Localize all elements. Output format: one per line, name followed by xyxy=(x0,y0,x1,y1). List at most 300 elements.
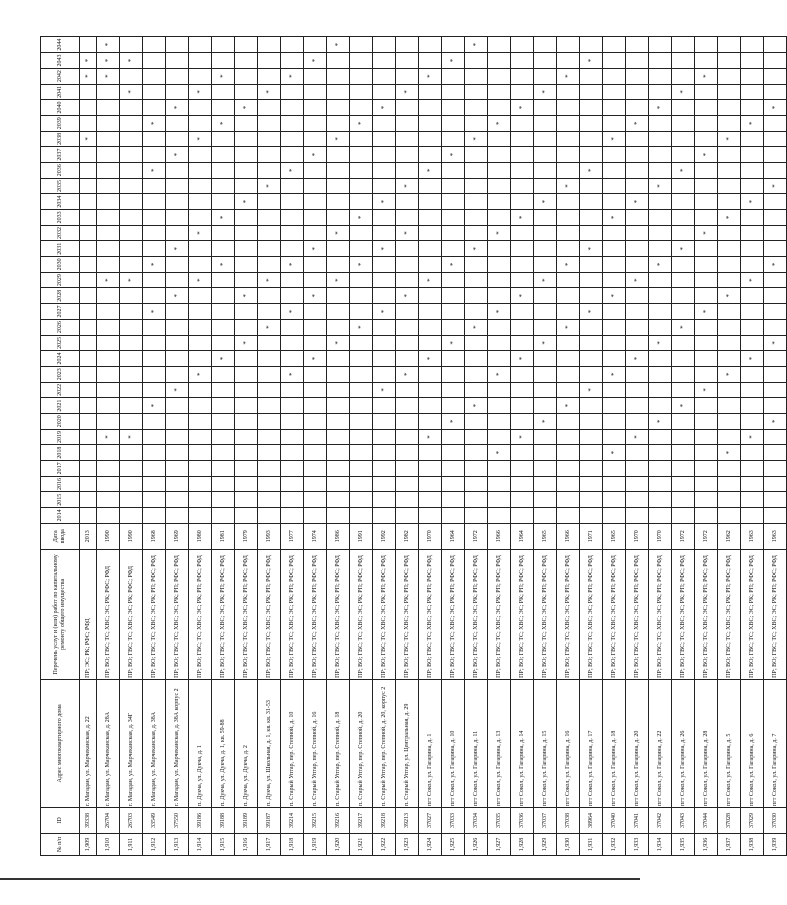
cell-empty xyxy=(741,147,764,163)
cell-mark: * xyxy=(626,429,649,445)
cell-empty xyxy=(649,461,672,477)
cell-empty xyxy=(718,194,741,210)
cell-mark: * xyxy=(718,366,741,382)
cell-empty xyxy=(97,225,120,241)
cell-empty xyxy=(212,84,235,100)
cell-empty xyxy=(534,366,557,382)
cell-empty xyxy=(373,492,396,508)
cell-empty xyxy=(580,272,603,288)
cell-empty xyxy=(488,272,511,288)
cell-empty xyxy=(534,445,557,461)
cell-mark: * xyxy=(442,147,465,163)
cell-empty xyxy=(80,115,97,131)
cell-empty xyxy=(327,68,350,84)
cell-empty xyxy=(741,53,764,69)
cell-year: 1971 xyxy=(580,523,603,549)
table-row xyxy=(235,37,258,856)
cell-empty xyxy=(718,272,741,288)
cell-empty xyxy=(166,413,189,429)
cell-empty xyxy=(764,304,787,320)
cell-empty xyxy=(580,335,603,351)
cell-id: 39213 xyxy=(396,807,419,833)
cell-empty xyxy=(626,131,649,147)
cell-empty xyxy=(212,162,235,178)
cell-works: ПР; ВО; ГВС; ТС; ХВС; ЭС; РК; РП; РФС; РФД xyxy=(488,549,511,679)
cell-mark: * xyxy=(235,194,258,210)
cell-empty xyxy=(189,257,212,273)
cell-empty xyxy=(442,351,465,367)
cell-mark: * xyxy=(649,100,672,116)
cell-mark: * xyxy=(212,115,235,131)
cell-empty xyxy=(166,429,189,445)
cell-empty xyxy=(166,445,189,461)
cell-empty xyxy=(373,53,396,69)
cell-mark: * xyxy=(718,131,741,147)
cell-mark: * xyxy=(741,194,764,210)
header-year-2044: 2044 xyxy=(41,37,80,53)
header-year-2022: 2022 xyxy=(41,382,80,398)
cell-empty xyxy=(327,508,350,524)
cell-id: 37042 xyxy=(649,807,672,833)
header-year-2025: 2025 xyxy=(41,335,80,351)
cell-empty xyxy=(465,335,488,351)
cell-empty xyxy=(764,210,787,226)
cell-empty xyxy=(465,84,488,100)
cell-empty xyxy=(120,445,143,461)
cell-empty xyxy=(350,476,373,492)
header-year-2028: 2028 xyxy=(41,288,80,304)
cell-empty xyxy=(695,429,718,445)
cell-empty xyxy=(80,508,97,524)
cell-empty xyxy=(350,413,373,429)
cell-works: ПР; ВО; ГВС; ТС; ХВС; ЭС; РК; РП; РФС; РФД xyxy=(511,549,534,679)
cell-empty xyxy=(258,194,281,210)
cell-num: 1,932 xyxy=(603,833,626,855)
cell-empty xyxy=(373,429,396,445)
cell-empty xyxy=(649,429,672,445)
cell-works: ПР; ВО; ГВС; ТС; ХВС; ЭС; РК; РП; РФС; РФД xyxy=(580,549,603,679)
cell-empty xyxy=(189,398,212,414)
cell-empty xyxy=(350,382,373,398)
cell-works: ПР; ВО; ГВС; ТС; ХВС; ЭС; РК; РП; РФС; РФД xyxy=(166,549,189,679)
cell-empty xyxy=(258,288,281,304)
cell-empty xyxy=(695,398,718,414)
cell-mark: * xyxy=(764,257,787,273)
cell-empty xyxy=(189,461,212,477)
cell-empty xyxy=(580,429,603,445)
cell-empty xyxy=(741,131,764,147)
cell-empty xyxy=(718,225,741,241)
cell-empty xyxy=(419,53,442,69)
cell-id: 39217 xyxy=(350,807,373,833)
cell-empty xyxy=(488,210,511,226)
cell-mark: * xyxy=(304,147,327,163)
cell-empty xyxy=(327,210,350,226)
cell-mark: * xyxy=(373,100,396,116)
cell-empty xyxy=(373,115,396,131)
cell-year: 1965 xyxy=(603,523,626,549)
cell-year: 1970 xyxy=(649,523,672,549)
cell-empty xyxy=(488,241,511,257)
cell-address: пгт Сокол, ул. Гагарина, д. 10 xyxy=(442,679,465,807)
cell-empty xyxy=(695,115,718,131)
cell-empty xyxy=(235,68,258,84)
cell-year: 1993 xyxy=(258,523,281,549)
cell-empty xyxy=(189,241,212,257)
cell-empty xyxy=(235,398,258,414)
cell-address: пгт Сокол, ул. Гагарина, д. 1 xyxy=(419,679,442,807)
cell-empty xyxy=(189,210,212,226)
cell-empty xyxy=(281,210,304,226)
cell-mark: * xyxy=(258,84,281,100)
cell-empty xyxy=(258,461,281,477)
cell-num: 1,925 xyxy=(442,833,465,855)
cell-empty xyxy=(120,225,143,241)
cell-empty xyxy=(695,492,718,508)
cell-empty xyxy=(396,257,419,273)
cell-empty xyxy=(97,194,120,210)
cell-empty xyxy=(718,319,741,335)
cell-empty xyxy=(189,351,212,367)
cell-empty xyxy=(304,382,327,398)
cell-id: 39188 xyxy=(212,807,235,833)
cell-empty xyxy=(442,241,465,257)
cell-empty xyxy=(304,131,327,147)
cell-empty xyxy=(350,131,373,147)
cell-empty xyxy=(534,476,557,492)
cell-empty xyxy=(580,68,603,84)
cell-empty xyxy=(350,304,373,320)
cell-empty xyxy=(281,445,304,461)
cell-empty xyxy=(327,194,350,210)
cell-empty xyxy=(695,351,718,367)
cell-empty xyxy=(97,178,120,194)
cell-empty xyxy=(304,366,327,382)
cell-empty xyxy=(212,319,235,335)
cell-empty xyxy=(80,84,97,100)
cell-empty xyxy=(419,476,442,492)
cell-mark: * xyxy=(212,210,235,226)
cell-empty xyxy=(580,476,603,492)
cell-address: пгт Сокол, ул. Гагарина, д. 16 xyxy=(557,679,580,807)
cell-empty xyxy=(304,100,327,116)
table-row xyxy=(718,37,741,856)
cell-empty xyxy=(603,162,626,178)
cell-empty xyxy=(764,445,787,461)
cell-address: пгт Сокол, ул. Гагарина, д. 5 xyxy=(718,679,741,807)
header-year-2034: 2034 xyxy=(41,194,80,210)
cell-mark: * xyxy=(465,398,488,414)
header-year-2015: 2015 xyxy=(41,492,80,508)
cell-empty xyxy=(373,335,396,351)
cell-empty xyxy=(212,476,235,492)
cell-empty xyxy=(580,366,603,382)
cell-address: п. Старый Уптар, пер. Степной, д. 16 xyxy=(304,679,327,807)
cell-empty xyxy=(80,413,97,429)
cell-empty xyxy=(695,335,718,351)
cell-empty xyxy=(534,304,557,320)
cell-empty xyxy=(143,476,166,492)
cell-id: 39186 xyxy=(189,807,212,833)
cell-empty xyxy=(258,241,281,257)
cell-empty xyxy=(80,382,97,398)
cell-empty xyxy=(603,115,626,131)
cell-empty xyxy=(373,162,396,178)
cell-address: пгт Сокол, ул. Гагарина, д. 6 xyxy=(741,679,764,807)
cell-empty xyxy=(603,413,626,429)
cell-empty xyxy=(580,115,603,131)
cell-empty xyxy=(442,382,465,398)
cell-mark: * xyxy=(97,68,120,84)
cell-empty xyxy=(649,131,672,147)
cell-mark: * xyxy=(97,37,120,53)
cell-empty xyxy=(442,398,465,414)
cell-empty xyxy=(488,508,511,524)
cell-empty xyxy=(580,351,603,367)
table-row xyxy=(373,37,396,856)
cell-empty xyxy=(465,492,488,508)
cell-empty xyxy=(741,162,764,178)
cell-empty xyxy=(235,366,258,382)
cell-empty xyxy=(511,37,534,53)
cell-empty xyxy=(442,178,465,194)
table-row xyxy=(80,37,97,856)
cell-empty xyxy=(626,492,649,508)
table-row xyxy=(350,37,373,856)
cell-empty xyxy=(212,461,235,477)
cell-empty xyxy=(281,131,304,147)
cell-works: ПР; ВО; ГВС; ТС; ХВС; ЭС; РК; РП; РФС; РФД xyxy=(649,549,672,679)
cell-empty xyxy=(741,257,764,273)
cell-empty xyxy=(741,68,764,84)
cell-mark: * xyxy=(235,100,258,116)
cell-mark: * xyxy=(143,304,166,320)
cell-empty xyxy=(488,194,511,210)
cell-empty xyxy=(764,194,787,210)
cell-empty xyxy=(235,162,258,178)
cell-mark: * xyxy=(626,115,649,131)
cell-empty xyxy=(97,100,120,116)
cell-empty xyxy=(396,147,419,163)
cell-address: п. Дукча, ул. Дукча, д. 1 xyxy=(189,679,212,807)
cell-empty xyxy=(80,147,97,163)
cell-empty xyxy=(741,178,764,194)
cell-empty xyxy=(327,84,350,100)
cell-mark: * xyxy=(120,272,143,288)
cell-empty xyxy=(718,476,741,492)
cell-empty xyxy=(80,429,97,445)
cell-empty xyxy=(143,445,166,461)
cell-empty xyxy=(120,241,143,257)
cell-empty xyxy=(419,492,442,508)
cell-empty xyxy=(258,162,281,178)
cell-empty xyxy=(373,257,396,273)
cell-empty xyxy=(350,508,373,524)
cell-mark: * xyxy=(465,319,488,335)
cell-mark: * xyxy=(557,398,580,414)
cell-empty xyxy=(718,413,741,429)
cell-empty xyxy=(120,382,143,398)
cell-num: 1,920 xyxy=(327,833,350,855)
cell-empty xyxy=(281,413,304,429)
cell-year: 1964 xyxy=(442,523,465,549)
cell-empty xyxy=(465,461,488,477)
cell-empty xyxy=(649,241,672,257)
header-year-2020: 2020 xyxy=(41,413,80,429)
cell-empty xyxy=(281,194,304,210)
cell-mark: * xyxy=(327,225,350,241)
cell-mark: * xyxy=(442,53,465,69)
cell-empty xyxy=(143,319,166,335)
cell-empty xyxy=(212,492,235,508)
cell-empty xyxy=(626,68,649,84)
cell-empty xyxy=(396,241,419,257)
cell-year: 1972 xyxy=(672,523,695,549)
cell-empty xyxy=(80,257,97,273)
cell-empty xyxy=(695,319,718,335)
cell-empty xyxy=(649,225,672,241)
cell-mark: * xyxy=(419,429,442,445)
cell-num: 1,933 xyxy=(626,833,649,855)
cell-empty xyxy=(235,225,258,241)
cell-empty xyxy=(327,100,350,116)
cell-empty xyxy=(304,319,327,335)
cell-address: п. Дукча, ул. Школьная, д. 1, кв. кв. 31-53 xyxy=(258,679,281,807)
cell-year: 1969 xyxy=(166,523,189,549)
cell-empty xyxy=(373,319,396,335)
cell-empty xyxy=(764,131,787,147)
header-address: Адрес многоквартирного дома xyxy=(41,679,80,807)
cell-empty xyxy=(465,366,488,382)
cell-empty xyxy=(626,257,649,273)
cell-empty xyxy=(442,210,465,226)
cell-empty xyxy=(166,37,189,53)
cell-empty xyxy=(442,429,465,445)
cell-empty xyxy=(534,53,557,69)
table-row xyxy=(764,37,787,856)
cell-empty xyxy=(304,37,327,53)
cell-empty xyxy=(281,272,304,288)
cell-empty xyxy=(166,461,189,477)
cell-empty xyxy=(465,351,488,367)
cell-empty xyxy=(235,492,258,508)
table-row xyxy=(396,37,419,856)
page-bottom-line xyxy=(0,878,640,880)
cell-empty xyxy=(327,304,350,320)
cell-mark: * xyxy=(166,382,189,398)
cell-works: ПР; ВО; ГВС; ТС; ХВС; ЭС; РК; РП; РФС; РФД xyxy=(557,549,580,679)
cell-empty xyxy=(465,476,488,492)
cell-empty xyxy=(281,288,304,304)
cell-mark: * xyxy=(235,335,258,351)
cell-empty xyxy=(235,476,258,492)
cell-id: 37037 xyxy=(534,807,557,833)
cell-empty xyxy=(626,53,649,69)
cell-empty xyxy=(534,398,557,414)
cell-empty xyxy=(212,225,235,241)
cell-empty xyxy=(166,210,189,226)
cell-empty xyxy=(97,351,120,367)
cell-empty xyxy=(649,288,672,304)
cell-year: 1986 xyxy=(327,523,350,549)
cell-mark: * xyxy=(626,351,649,367)
cell-empty xyxy=(304,461,327,477)
cell-empty xyxy=(442,84,465,100)
cell-empty xyxy=(350,445,373,461)
cell-empty xyxy=(166,398,189,414)
cell-empty xyxy=(603,492,626,508)
cell-empty xyxy=(235,413,258,429)
cell-empty xyxy=(626,319,649,335)
cell-mark: * xyxy=(557,319,580,335)
cell-empty xyxy=(396,382,419,398)
cell-empty xyxy=(741,84,764,100)
cell-empty xyxy=(189,382,212,398)
cell-empty xyxy=(718,398,741,414)
cell-empty xyxy=(695,241,718,257)
cell-empty xyxy=(189,288,212,304)
cell-empty xyxy=(350,100,373,116)
cell-num: 1,924 xyxy=(419,833,442,855)
cell-empty xyxy=(281,225,304,241)
cell-empty xyxy=(80,288,97,304)
cell-empty xyxy=(258,304,281,320)
cell-empty xyxy=(465,272,488,288)
cell-empty xyxy=(695,53,718,69)
cell-id: 37033 xyxy=(442,807,465,833)
cell-empty xyxy=(649,147,672,163)
cell-num: 1,921 xyxy=(350,833,373,855)
cell-empty xyxy=(235,429,258,445)
cell-empty xyxy=(304,398,327,414)
cell-empty xyxy=(626,100,649,116)
cell-empty xyxy=(419,194,442,210)
cell-empty xyxy=(143,178,166,194)
cell-empty xyxy=(212,178,235,194)
cell-empty xyxy=(281,476,304,492)
table-row xyxy=(419,37,442,856)
cell-empty xyxy=(235,382,258,398)
cell-address: п. Старый Уптар, пер. Степной, д. 10 xyxy=(281,679,304,807)
cell-mark: * xyxy=(281,68,304,84)
cell-mark: * xyxy=(603,210,626,226)
rotated-table-wrapper xyxy=(40,36,779,856)
cell-empty xyxy=(373,225,396,241)
cell-empty xyxy=(327,413,350,429)
cell-empty xyxy=(649,304,672,320)
cell-empty xyxy=(396,445,419,461)
cell-empty xyxy=(764,162,787,178)
cell-empty xyxy=(166,492,189,508)
cell-works: ПР; ВО; ГВС; ТС; ХВС; ЭС; РК; РП; РФС; РФД xyxy=(235,549,258,679)
cell-empty xyxy=(189,147,212,163)
cell-empty xyxy=(557,225,580,241)
cell-mark: * xyxy=(189,131,212,147)
cell-mark: * xyxy=(373,304,396,320)
cell-empty xyxy=(672,461,695,477)
cell-empty xyxy=(764,53,787,69)
cell-empty xyxy=(189,100,212,116)
cell-empty xyxy=(649,476,672,492)
cell-empty xyxy=(741,288,764,304)
cell-empty xyxy=(557,508,580,524)
cell-empty xyxy=(442,366,465,382)
cell-empty xyxy=(212,366,235,382)
cell-empty xyxy=(511,84,534,100)
cell-empty xyxy=(511,162,534,178)
cell-empty xyxy=(189,429,212,445)
cell-empty xyxy=(534,382,557,398)
